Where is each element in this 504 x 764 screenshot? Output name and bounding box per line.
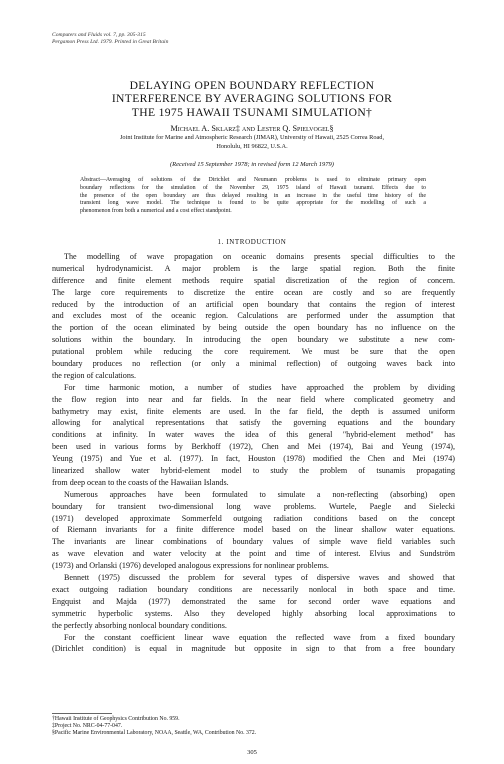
body-line: symmetric hyperbolic systems. Also they developed highly absorbing local approximations to xyxy=(52,608,455,618)
body-text xyxy=(52,251,455,655)
body-line: linearized shallow water hybrid-element model to study the problem of tsunamis propagating xyxy=(52,466,455,476)
body-line: from deep ocean to the coasts of the Hawaiian Islands. xyxy=(52,477,229,487)
page-number: 305 xyxy=(247,749,257,756)
abstract xyxy=(80,177,426,216)
body-line: Bennett (1975) discussed the problem for several types of dispersive waves and showed that xyxy=(64,573,455,583)
author-list: Michael A. Sklarz‡ and Lester Q. Spielvogel§ xyxy=(170,124,334,133)
body-line: boundary produces no reflection (or only a minimal reflection) of outgoing waves back into xyxy=(52,359,455,369)
body-line: For the constant coefficient linear wave equation the reflected wave from a fixed boundary xyxy=(64,632,455,642)
body-line: Yeung (1975) and Yue et al. (1977). In fact, Houston (1978) modified the Chen and Mei (1974) xyxy=(52,454,455,464)
body-line: of Riemann invariants for a finite difference model based on the linear shallow water equations. xyxy=(52,525,455,535)
abstract-line: phenomenon from both a numerical and a cost effect standpoint. xyxy=(80,208,232,215)
affiliation-line: Joint Institute for Marine and Atmospheric Research (JIMAR), University of Hawaii, 2525 Correa Road, xyxy=(119,134,385,141)
body-line: exact outgoing radiation boundary conditions are necessarily nonlocal in both space and time. xyxy=(52,584,455,594)
body-line: conditions at infinity. In water waves the idea of this general "hybrid-element method" has xyxy=(52,430,455,440)
body-line: been used in various forms by Berkhoff (1972), Chen and Mei (1974), Bai and Yeung (1974), xyxy=(52,442,455,452)
body-line: Numerous approaches have been formulated to simulate a non-reflecting (absorbing) open xyxy=(64,489,455,499)
affiliation-line: Honolulu, HI 96822, U.S.A. xyxy=(216,142,288,150)
title-line: DELAYING OPEN BOUNDARY REFLECTION xyxy=(129,79,375,92)
body-line: difference and finite element methods require spatial discretization of the region of concern. xyxy=(52,275,455,285)
abstract-line: boundary reflections for the simulation of the November 29, 1975 island of Hawaii tsunami. Effects due to xyxy=(80,184,426,191)
body-line: the perfectly absorbing nonlocal boundary conditions. xyxy=(52,620,227,630)
footnote-divider xyxy=(52,713,112,714)
journal-line: Pergamon Press Ltd. 1979. Printed in Great Britain xyxy=(52,39,169,45)
footnotes xyxy=(52,716,256,737)
footnote: ‡Project No. NRC-04-77-047. xyxy=(52,722,123,729)
body-line: allowing for analytical representations that satisfy the governing equations and the boundary xyxy=(52,418,455,428)
body-line: bathymetry may exist, finite elements are used. In the far field, the depth is assumed uniform xyxy=(52,406,455,416)
affiliation xyxy=(60,134,444,151)
abstract-line: the presence of the open boundary are thus delayed resulting in an increase in the useful time history of the xyxy=(80,192,426,199)
body-line: as wave elevation and water velocity at the point and time of interest. Elvius and Sundström xyxy=(52,549,455,559)
body-line: and excludes most of the oceanic region. Calculations are performed under the assumption that xyxy=(52,311,455,321)
paper-title xyxy=(40,79,464,119)
body-line: Engquist and Majda (1977) demonstrated the same for second order wave equations and xyxy=(52,596,455,606)
abstract-line: transient long wave model. The technique is found to be quite appropriate for the modelling of such a xyxy=(80,200,426,207)
body-line: the region of calculations. xyxy=(52,370,137,380)
body-line: the portion of the ocean eliminated by being outside the open boundary has no influence on the xyxy=(52,323,455,333)
body-line: For time harmonic motion, a number of studies have approached the problem by dividing xyxy=(64,382,455,392)
body-line: solutions within the boundary. In introducing the open boundary we substitute a new com- xyxy=(52,335,455,345)
body-line: The large core requirements to discretize the entire ocean are costly and so are frequently xyxy=(52,287,455,297)
body-line: (Dirichlet condition) is equal in magnitude but opposite in sign to that from a free boundary xyxy=(52,644,455,654)
footnote: †Hawaii Institute of Geophysics Contribution No. 959. xyxy=(52,716,180,722)
section-heading: 1. INTRODUCTION xyxy=(217,238,287,246)
body-line: boundary for transient two-dimensional long wave problems. Wurtele, Paegle and Sielecki xyxy=(52,501,455,511)
body-line: the flow region into near and far fields. In the near field where complicated geometry and xyxy=(52,394,455,404)
body-line: numerical hydrodynamicist. A major problem is the large spatial region. Both the finite xyxy=(52,263,455,273)
body-line: reduced by the introduction of an artificial open boundary that contains the region of interest xyxy=(52,299,455,309)
body-line: The invariants are linear combinations of boundary values of simple wave field variables such xyxy=(52,537,455,547)
journal-citation xyxy=(52,32,168,46)
abstract-line: Abstract—Averaging of solutions of the Dirichlet and Neumann problems is used to eliminate primary open xyxy=(80,177,426,183)
body-line: The modelling of wave propagation on oceanic domains presents special difficulties to the xyxy=(64,252,455,261)
footnote: §Pacific Marine Environmental Laboratory, NOAA, Seattle, WA, Contribution No. 372. xyxy=(52,729,257,736)
received-date: (Received 15 September 1978; in revised form 12 March 1979) xyxy=(170,161,334,168)
body-line: (1971) developed approximate Sommerfeld outgoing radiation conditions based on the concept xyxy=(52,513,455,523)
body-line: (1973) and Orlanski (1976) developed analogous expressions for nonlinear problems. xyxy=(52,561,329,571)
title-line: INTERFERENCE BY AVERAGING SOLUTIONS FOR xyxy=(111,92,393,106)
body-line: putational problem while reducing the core requirement. We must be sure that the open xyxy=(52,347,455,357)
title-line: THE 1975 HAWAII TSUNAMI SIMULATION† xyxy=(131,105,373,119)
journal-line: Computers and Fluids vol. 7, pp. 305-315 xyxy=(52,32,146,38)
